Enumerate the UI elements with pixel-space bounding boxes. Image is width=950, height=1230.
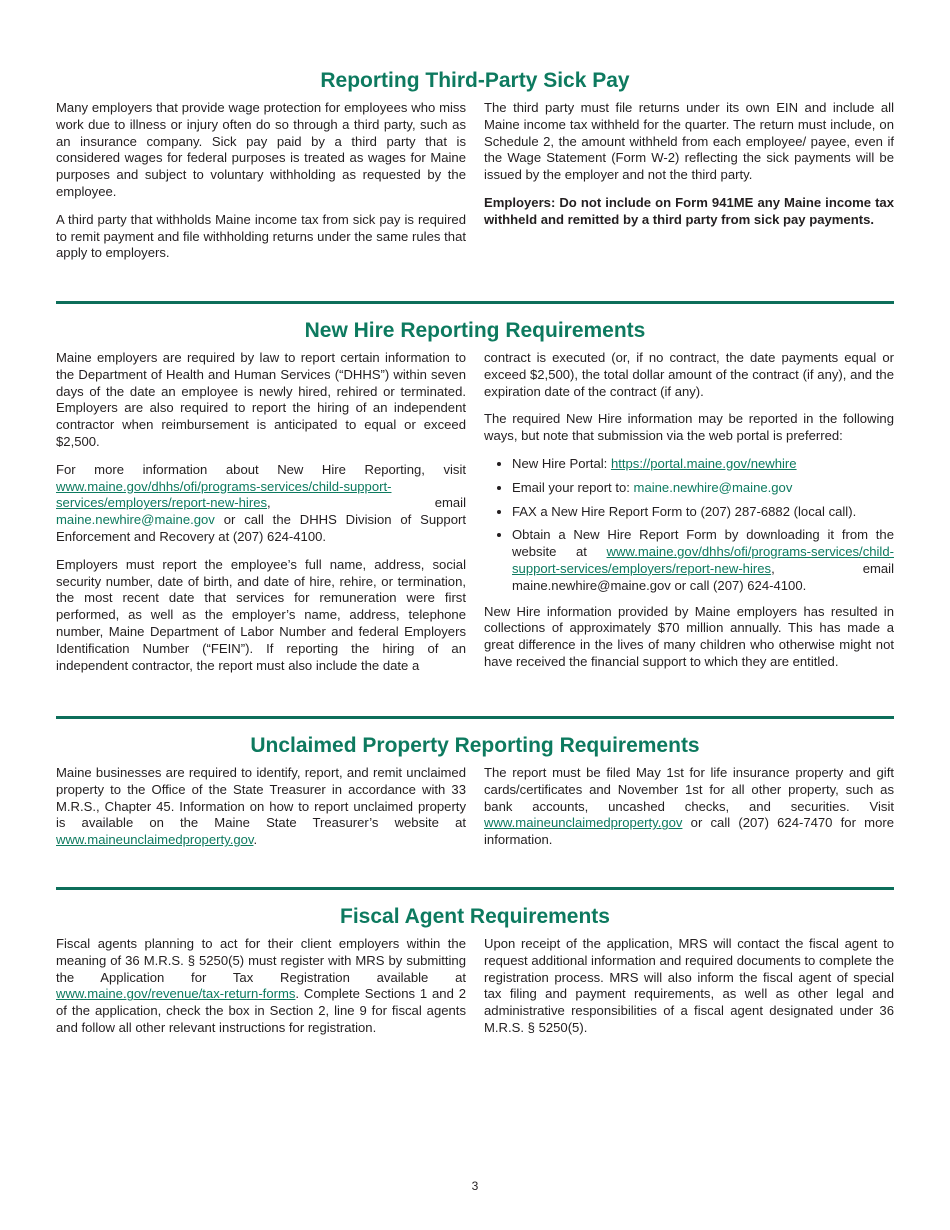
section-fiscal-agent [56, 887, 894, 1048]
employer-notice: Employers: Do not include on Form 941ME any Maine income tax withheld and remitted by a third party from sick pay payments. [484, 194, 894, 227]
list-item [512, 456, 894, 473]
text: New Hire Portal: [512, 455, 611, 471]
text: Maine businesses are required to identify, report, and remit unclaimed property to the Office of the State Treasurer in accordance with 33 M.R.S., Chapter 45. Information on how to report unclaimed property is available on the Maine State Treasurer’s website at [56, 765, 466, 831]
text: , email maine.newhire@maine.gov or call (207) 624-4100. [512, 560, 894, 593]
text: or call (207) 624-7470 for more information. [484, 815, 894, 848]
paragraph [484, 765, 894, 849]
text: Email your report to: [512, 479, 634, 495]
divider [56, 887, 894, 890]
text: . Complete Sections 1 and 2 of the application, check the box in Section 2, line 9 for fiscal agents and follow all other relevant instructions for registration. [56, 986, 466, 1035]
left-column [56, 100, 466, 273]
right-column [484, 765, 894, 860]
divider [56, 301, 894, 304]
section-title: Unclaimed Property Reporting Requirements [250, 734, 700, 757]
reporting-methods-list [484, 456, 894, 595]
tax-return-forms-link[interactable]: www.maine.gov/revenue/tax-return-forms [56, 986, 296, 1002]
paragraph: Many employers that provide wage protection for employees who miss work due to illness or injury often do so through a third party, such as an insurance company. Sick pay paid by a third party that is considered wages for federal purposes is treated as wages for Maine purposes and subject to voluntary withholding as requested by the employee. [56, 100, 466, 199]
paragraph: The third party must file returns under its own EIN and include all Maine income tax withheld for the quarter. The return must include, on Schedule 2, the amount withheld from each employee/ payee, even if the Wage Statement (Form W-2) reflecting the sick payments will be issued by the employer and not the third party. [484, 100, 894, 183]
page-number: 3 [471, 1179, 479, 1193]
section-third-party-sick-pay [56, 68, 894, 273]
left-column [56, 936, 466, 1048]
divider [56, 716, 894, 719]
list-item [512, 480, 894, 497]
list-item: • FAX a New Hire Report Form to (207) 287-6882 (local call). [512, 504, 894, 521]
new-hire-email[interactable]: maine.newhire@maine.gov [56, 512, 215, 528]
new-hire-portal-link[interactable]: https://portal.maine.gov/newhire [610, 455, 797, 471]
paragraph [56, 936, 466, 1037]
paragraph: contract is executed (or, if no contract, the date payments equal or exceed $2,500), the total dollar amount of the contract (if any), and the expiration date of the contract (if any). [484, 350, 894, 399]
right-column [484, 100, 894, 273]
text: , email [267, 495, 466, 511]
right-column [484, 936, 894, 1048]
paragraph [56, 462, 466, 546]
section-new-hire-reporting [56, 301, 894, 685]
paragraph: A third party that withholds Maine income tax from sick pay is required to remit payment and file withholding returns under the same rules that apply to employers. [56, 211, 466, 261]
unclaimed-property-link[interactable]: www.maineunclaimedproperty.gov [484, 815, 683, 831]
text: Fiscal agents planning to act for their client employers within the meaning of 36 M.R.S. § 5250(5) must register with MRS by submitting the Application for Tax Registration available at [56, 936, 466, 985]
paragraph [56, 765, 466, 849]
section-unclaimed-property [56, 716, 894, 860]
right-column [484, 350, 894, 685]
new-hire-form-link[interactable]: www.maine.gov/dhhs/ofi/programs-services/child-support-services/employers/report-new-hires [512, 544, 894, 576]
left-column [56, 765, 466, 860]
new-hire-info-link[interactable]: www.maine.gov/dhhs/ofi/programs-services/child-support-services/employers/report-new-hires [56, 478, 392, 511]
paragraph: New Hire information provided by Maine employers has resulted in collections of approximately $70 million annually. This has made a great difference in the lives of many children who otherwise might not have received the financial support to which they are entitled. [484, 603, 894, 669]
unclaimed-property-link[interactable]: www.maineunclaimedproperty.gov [56, 832, 254, 848]
text: The report must be filed May 1st for life insurance property and gift cards/certificates and November 1st for all other property, such as bank accounts, uncashed checks, and securities. Visit [484, 765, 894, 814]
paragraph: Employers must report the employee’s full name, address, social security number, date of birth, and date of hire, rehire, or termination, the most recent date that services for remuneration were first performed, as well as the employer’s name, address, telephone number, Maine Department of Labor Number and federal Employers Identification Number (“FEIN”). If reporting the hiring of an independent contractor, the report must also include the date a [56, 556, 466, 673]
new-hire-email[interactable]: maine.newhire@maine.gov [633, 479, 793, 495]
section-title: New Hire Reporting Requirements [304, 319, 646, 342]
paragraph: The required New Hire information may be reported in the following ways, but note that submission via the web portal is preferred: [484, 411, 894, 444]
text: or call the DHHS Division of Support Enforcement and Recovery at (207) 624-4100. [56, 512, 466, 544]
section-title: Fiscal Agent Requirements [340, 905, 610, 928]
list-item [512, 527, 894, 594]
paragraph: Maine employers are required by law to report certain information to the Department of Health and Human Services (“DHHS”) within seven days of the date an employee is newly hired, rehired or terminated. Employers are also required to report the hiring of an independent contractor when reimbursement is anticipated to equal or exceed $2,500. [56, 350, 466, 449]
section-title: Reporting Third-Party Sick Pay [320, 69, 630, 92]
text: Obtain a New Hire Report Form by downloading it from the website at [512, 527, 894, 560]
text: . [253, 832, 258, 848]
text: For more information about New Hire Reporting, visit [56, 461, 466, 477]
paragraph: Upon receipt of the application, MRS will contact the fiscal agent to request additional information and required documents to complete the registration process. MRS will also inform the fiscal agent of special tax filing and payment requirements, as well as other legal and administrative responsibilities of a fiscal agent designated under 36 M.R.S. § 5250(5). [484, 936, 894, 1035]
left-column [56, 350, 466, 685]
